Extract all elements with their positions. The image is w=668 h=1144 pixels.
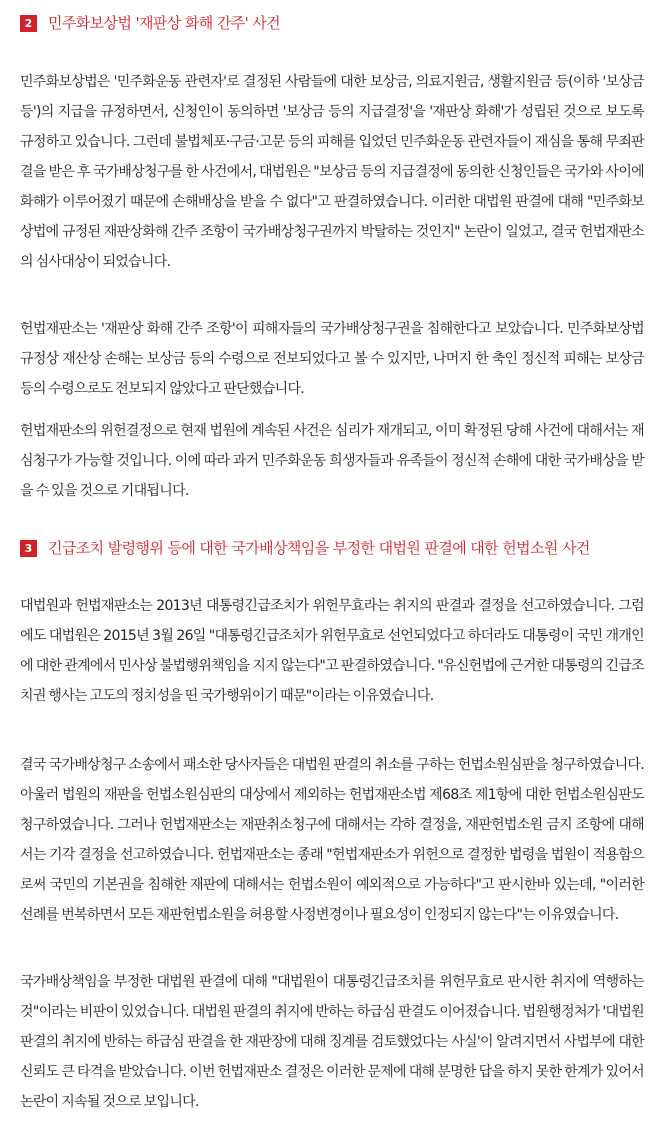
paragraph: 민주화보상법은 '민주화운동 관련자'로 결정된 사람들에 대한 보상금, 의료지원금, 생활지원금 등(이하 '보상금 등')의 지급을 규정하면서, 신청인이 동의하면 '보상금 등의 지급결정'을 '재판상 화해'가 성립된 것으로 보도록 규정하고 있습니다. 그런데 불법체포·구금·고문 등의 피해를 입었던 민주화운동 관련자들이 재심을 통해 무죄판결을 받은 후 국가배상청구를 한 사건에서, 대법원은 "보상금 등의 지급결정에 동의한 신청인들은 국가와 사이에 화해가 이루어졌기 때문에 손해배상을 받을 수 없다"고 판결하였습니다. 이러한 대법원 판결에 대해 "민주화보상법에 규정된 재판상화해 간주 조항이 국가배상청구권까지 박탈하는 것인지" 논란이 일었고, 결국 헌법재판소의 심사대상이 되었습니다. <box>20 74 644 270</box>
section-2-heading <box>20 12 280 34</box>
section-title: 긴급조치 발령행위 등에 대한 국가배상책임을 부정한 대법원 판결에 대한 헌법소원 사건 <box>48 539 590 557</box>
paragraph: 국가배상책임을 부정한 대법원 판결에 대해 "대법원이 대통령긴급조치를 위헌무효로 판시한 취지에 역행하는 것"이라는 비판이 있었습니다. 대법원 판결의 취지에 반하는 하급심 판결도 이어졌습니다. 법원행정처가 '대법원 판결의 취지에 반하는 하급심 판결을 한 재판장에 대해 징계를 검토했었다는 사실'이 알려지면서 사법부에 대한 신뢰도 큰 타격을 받았습니다. 이번 헌법재판소 결정은 이러한 문제에 대해 분명한 답을 하지 못한 한계가 있어서 논란이 지속될 것으로 보입니다. <box>20 974 644 1110</box>
section-number-badge: 3 <box>20 540 37 557</box>
paragraph: 결국 국가배상청구 소송에서 패소한 당사자들은 대법원 판결의 취소를 구하는 헌법소원심판을 청구하였습니다. 아울러 법원의 재판을 헌법소원심판의 대상에서 제외하는 헌법재판소법 제68조 제1항에 대한 헌법소원심판도 청구하였습니다. 그러나 헌법재판소는 재판취소청구에 대해서는 각하 결정을, 재판헌법소원 금지 조항에 대해서는 기각 결정을 선고하였습니다. 헌법재판소는 종래 "헌법재판소가 위헌으로 결정한 법령을 법원이 적용함으로써 국민의 기본권을 침해한 재판에 대해서는 헌법소원이 예외적으로 가능하다"고 판시한바 있는데, "이러한 선례를 번복하면서 모든 재판헌법소원을 허용할 사정변경이나 필요성이 인정되지 않는다"는 이유였습니다. <box>20 757 644 923</box>
section-title: 민주화보상법 '재판상 화해 간주' 사건 <box>48 14 281 32</box>
section-3-heading <box>20 537 590 559</box>
paragraph: 대법원과 헌법재판소는 2013년 대통령긴급조치가 위헌무효라는 취지의 판결과 결정을 선고하였습니다. 그럼에도 대법원은 2015년 3월 26일 "대통령긴급조치가 위헌무효로 선언되었다고 하더라도 대통령이 국민 개개인에 대한 관계에서 민사상 불법행위책임을 지지 않는다"고 판결하였습니다. "유신헌법에 근거한 대통령의 긴급조치권 행사는 고도의 정치성을 띤 국가행위이기 때문"이라는 이유였습니다. <box>20 598 644 704</box>
paragraph: 헌법재판소는 '재판상 화해 간주 조항'이 피해자들의 국가배상청구권을 침해한다고 보았습니다. 민주화보상법 규정상 재산상 손해는 보상금 등의 수령으로 전보되었다고 볼 수 있지만, 나머지 한 축인 정신적 피해는 보상금 등의 수령으로도 전보되지 않았다고 판단했습니다. <box>20 321 644 397</box>
paragraph: 헌법재판소의 위헌결정으로 현재 법원에 계속된 사건은 심리가 재개되고, 이미 확정된 당해 사건에 대해서는 재심청구가 가능할 것입니다. 이에 따라 과거 민주화운동 희생자들과 유족들이 정신적 손해에 대한 국가배상을 받을 수 있을 것으로 기대됩니다. <box>20 423 644 499</box>
section-number-badge: 2 <box>20 15 37 32</box>
